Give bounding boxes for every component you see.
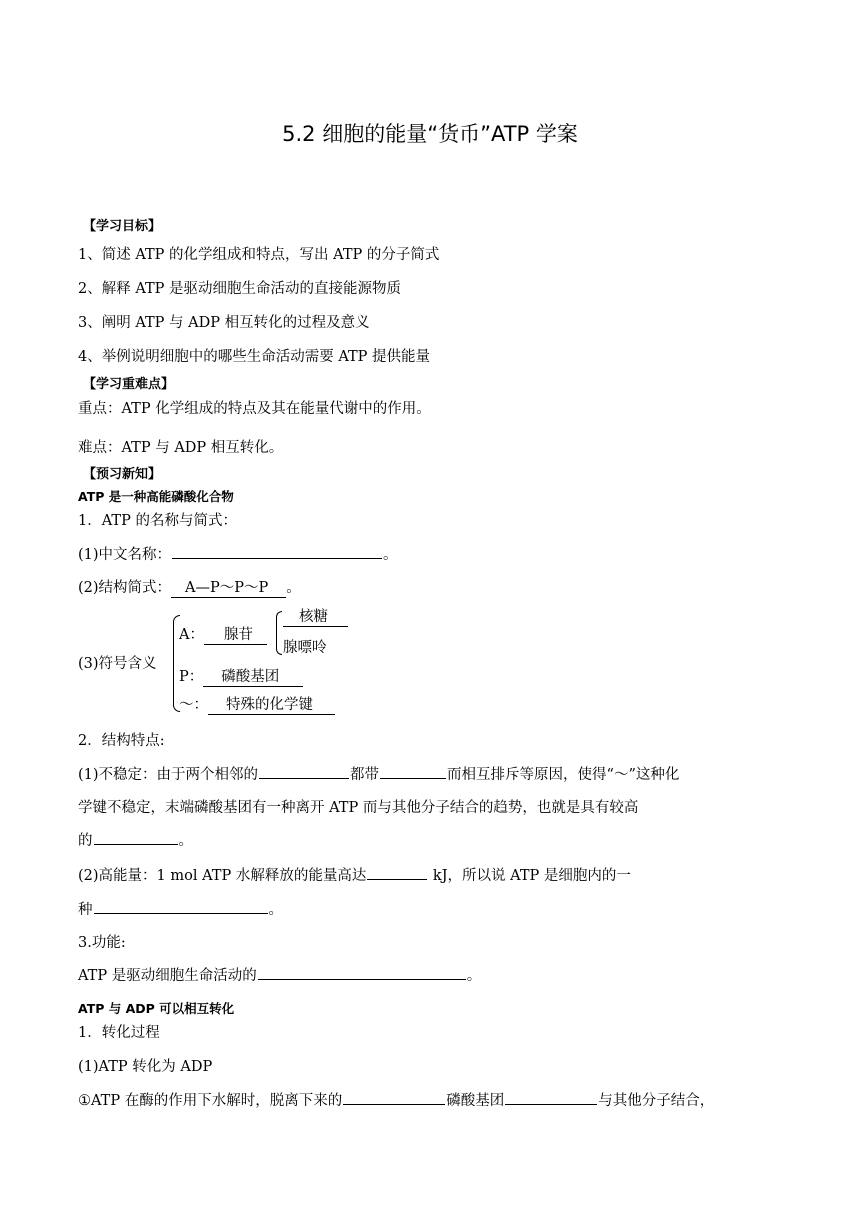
- question-end: 。: [286, 580, 301, 596]
- question-text: (2)高能量：1 mol ATP 水解释放的能量高达: [78, 868, 367, 884]
- question-1-2: [78, 576, 301, 598]
- symbol-tilde-answer: 特殊的化学键: [208, 697, 335, 715]
- answer-blank[interactable]: [343, 1089, 445, 1105]
- small-brace: [276, 611, 282, 655]
- answer-blank[interactable]: [505, 1089, 597, 1105]
- symbol-a-sub1: [283, 609, 348, 627]
- question-end: 。: [268, 902, 283, 918]
- question-text: ATP 是驱动细胞生命活动的: [78, 968, 257, 984]
- question-text: 而相互排斥等原因，使得“～”这种化: [447, 767, 680, 783]
- question-text: 种: [78, 902, 93, 918]
- question-end: 。: [178, 833, 193, 849]
- symbol-label: ～：: [179, 697, 208, 713]
- question-text: 的: [78, 833, 93, 849]
- goal-item: 3、阐明 ATP 与 ADP 相互转化的过程及意义: [78, 315, 370, 331]
- question-2-1-line3: [78, 829, 193, 850]
- transform-sub-1: (1)ATP 转化为 ADP: [78, 1059, 213, 1075]
- question-text: (1)不稳定：由于两个相邻的: [78, 767, 259, 783]
- question-text: 磷酸基团: [446, 1093, 505, 1109]
- answer-blank[interactable]: [259, 763, 349, 779]
- question-3: 3.功能:: [78, 935, 126, 951]
- question-2-2-line1: [78, 864, 631, 885]
- question-1-1: [78, 543, 398, 564]
- answer-blank[interactable]: [367, 864, 427, 880]
- difficult-point: 难点：ATP 与 ADP 相互转化。: [78, 440, 284, 456]
- question-text: ①ATP 在酶的作用下水解时，脱离下来的: [78, 1093, 343, 1109]
- question-label: (2)结构简式：: [78, 580, 172, 596]
- answer-blank[interactable]: [380, 763, 446, 779]
- symbol-a-answer: 腺苷: [204, 627, 267, 645]
- question-2-1-line1: [78, 763, 679, 784]
- question-end: 。: [466, 968, 482, 984]
- symbol-p-answer: 磷酸基团: [203, 669, 303, 687]
- answer-blank[interactable]: [94, 829, 178, 845]
- goal-item: 4、举例说明细胞中的哪些生命活动需要 ATP 提供能量: [78, 349, 431, 365]
- transform-line: [78, 1089, 714, 1110]
- page-title: 5.2 细胞的能量“货币”ATP 学案: [282, 122, 578, 146]
- preview-heading: 【预习新知】: [83, 467, 162, 482]
- answer-structure-formula: A—P～P～P: [171, 580, 286, 598]
- question-3-answer-line: [78, 964, 481, 985]
- ribose-answer: 核糖: [283, 609, 348, 627]
- question-1-3: (3)符号含义: [78, 656, 157, 672]
- key-point: 重点：ATP 化学组成的特点及其在能量代谢中的作用。: [78, 401, 431, 417]
- goal-item: 2、解释 ATP 是驱动细胞生命活动的直接能源物质: [78, 281, 402, 297]
- section-subheading: ATP 是一种高能磷酸化合物: [78, 489, 234, 504]
- question-text: 与其他分子结合，: [598, 1093, 715, 1109]
- question-1: 1．ATP 的名称与简式：: [78, 513, 237, 529]
- question-text: kJ，所以说 ATP 是细胞内的一: [428, 868, 631, 884]
- section-subheading: ATP 与 ADP 可以相互转化: [78, 1001, 235, 1016]
- goals-heading: 【学习目标】: [83, 219, 162, 234]
- goal-item: 1、简述 ATP 的化学组成和特点，写出 ATP 的分子简式: [78, 247, 440, 263]
- keypoints-heading: 【学习重难点】: [83, 377, 175, 392]
- question-label: (1)中文名称：: [78, 547, 172, 563]
- question-end: 。: [383, 547, 398, 563]
- symbol-a-sub2: 腺嘌呤: [283, 640, 327, 656]
- symbol-label: P：: [179, 669, 204, 685]
- symbol-tilde: [179, 693, 335, 715]
- question-2-2-line2: [78, 898, 283, 919]
- question-2: 2．结构特点:: [78, 733, 165, 749]
- symbol-p: [179, 665, 303, 687]
- answer-blank[interactable]: [258, 964, 466, 980]
- answer-blank[interactable]: [172, 543, 382, 559]
- question-2-1-line2: 学键不稳定，末端磷酸基团有一种离开 ATP 而与其他分子结合的趋势，也就是具有较高: [78, 800, 639, 816]
- transform-heading: 1．转化过程: [78, 1025, 160, 1041]
- answer-blank[interactable]: [94, 898, 268, 914]
- question-text: 都带: [350, 767, 380, 783]
- symbol-a: [179, 623, 267, 645]
- symbol-label: A：: [179, 627, 204, 643]
